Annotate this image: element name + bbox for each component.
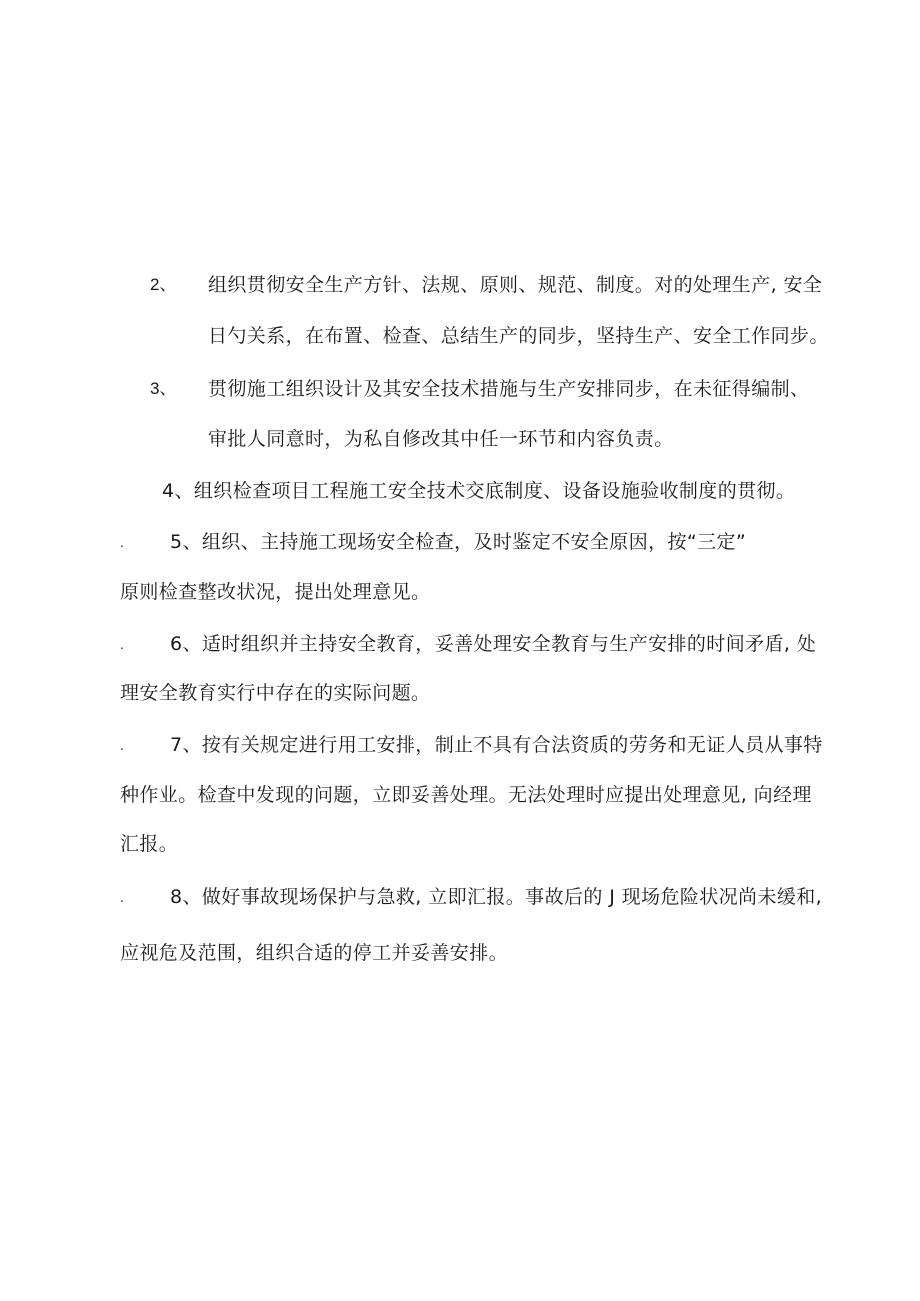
paragraph-line: 应视危及范围，组织合适的停工并妥善安排。 <box>120 942 509 964</box>
paragraph-line: 日勺关系，在布置、检查、总结生产的同步，坚持生产、安全工作同步。 <box>208 325 829 347</box>
line-marker: . <box>120 737 124 753</box>
line-marker: . <box>120 636 124 652</box>
paragraph-line: 理安全教育实行中存在的实际问题。 <box>120 682 431 704</box>
paragraph-line: 6、适时组织并主持安全教育，妥善处理安全教育与生产安排的时间矛盾, 处 <box>170 633 817 655</box>
line-marker: . <box>120 889 124 905</box>
item-number: 2、 <box>150 275 177 294</box>
paragraph-line: 8、做好事故现场保护与急救, 立即汇报。事故后的 J 现场危险状况尚未缓和, <box>170 886 823 908</box>
paragraph-line: 4、组织检查项目工程施工安全技术交底制度、设备设施验收制度的贯彻。 <box>162 480 796 502</box>
paragraph-line: 原则检查整改状况，提出处理意见。 <box>120 581 431 603</box>
item-number: 3、 <box>150 379 177 398</box>
paragraph-line: 5、组织、主持施工现场安全检查，及时鉴定不安全原因，按“三定” <box>170 531 747 553</box>
paragraph-line: 贯彻施工组织设计及其安全技术措施与生产安排同步，在未征得编制、 <box>208 378 810 400</box>
line-marker: . <box>120 534 124 550</box>
paragraph-line: 7、按有关规定进行用工安排，制止不具有合法资质的劳务和无证人员从事特 <box>170 734 823 756</box>
paragraph-line: 种作业。检查中发现的问题，立即妥善处理。无法处理时应提出处理意见, 向经理 <box>120 784 812 806</box>
paragraph-line: 组织贯彻安全生产方针、法规、原则、规范、制度。对的处理生产, 安全 <box>208 274 823 296</box>
paragraph-line: 审批人同意时，为私自修改其中任一环节和内容负责。 <box>208 428 674 450</box>
paragraph-line: 汇报。 <box>120 833 179 855</box>
